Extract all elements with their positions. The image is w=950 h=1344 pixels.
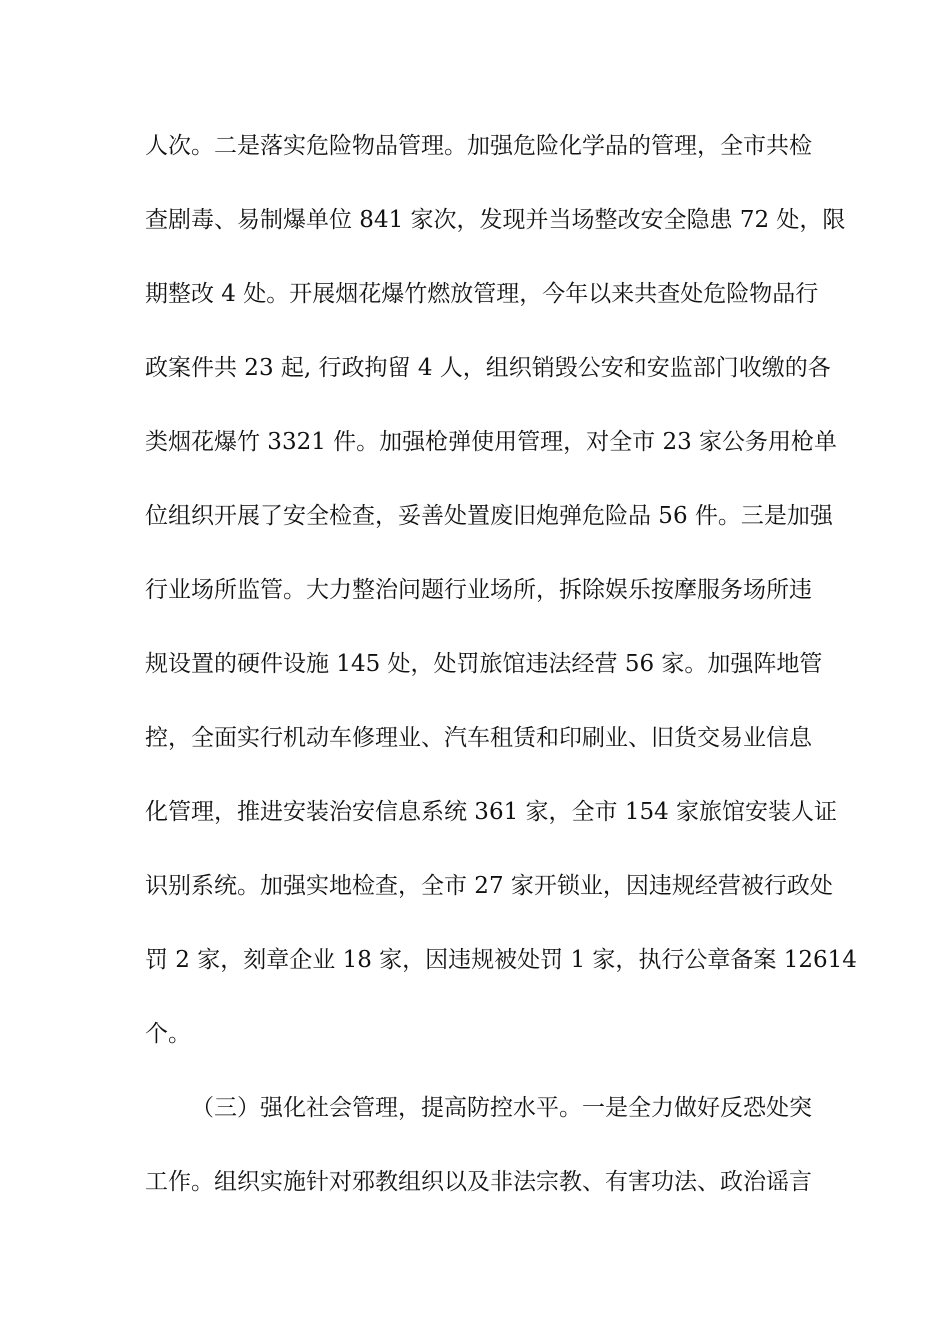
text-line: 查剧毒、易制爆单位 841 家次，发现并当场整改安全隐患 72 处，限 — [145, 207, 846, 233]
text-line: 个。 — [145, 1021, 191, 1047]
text-line: 控，全面实行机动车修理业、汽车租赁和印刷业、旧货交易业信息 — [145, 725, 812, 751]
text-line: 期整改 4 处。开展烟花爆竹燃放管理，今年以来共查处危险物品行 — [145, 281, 819, 307]
text-line: 化管理，推进安装治安信息系统 361 家，全市 154 家旅馆安装人证 — [145, 799, 838, 825]
text-line: 罚 2 家，刻章企业 18 家，因违规被处罚 1 家，执行公章备案 12614 — [145, 947, 857, 973]
text-line: 人次。二是落实危险物品管理。加强危险化学品的管理，全市共检 — [145, 133, 812, 159]
text-line: 类烟花爆竹 3321 件。加强枪弹使用管理，对全市 23 家公务用枪单 — [145, 429, 838, 455]
paragraph-heading: （三）强化社会管理，提高防控水平。一是全力做好反恐处突 — [191, 1095, 812, 1121]
text-line: 行业场所监管。大力整治问题行业场所，拆除娱乐按摩服务场所违 — [145, 577, 812, 603]
text-line: 工作。组织实施针对邪教组织以及非法宗教、有害功法、政治谣言 — [145, 1169, 812, 1195]
text-line: 规设置的硬件设施 145 处，处罚旅馆违法经营 56 家。加强阵地管 — [145, 651, 823, 677]
text-line: 位组织开展了安全检查，妥善处置废旧炮弹危险品 56 件。三是加强 — [145, 503, 833, 529]
text-line: 政案件共 23 起, 行政拘留 4 人，组织销毁公安和安监部门收缴的各 — [145, 355, 831, 381]
text-line: 识别系统。加强实地检查，全市 27 家开锁业，因违规经营被行政处 — [145, 873, 833, 899]
